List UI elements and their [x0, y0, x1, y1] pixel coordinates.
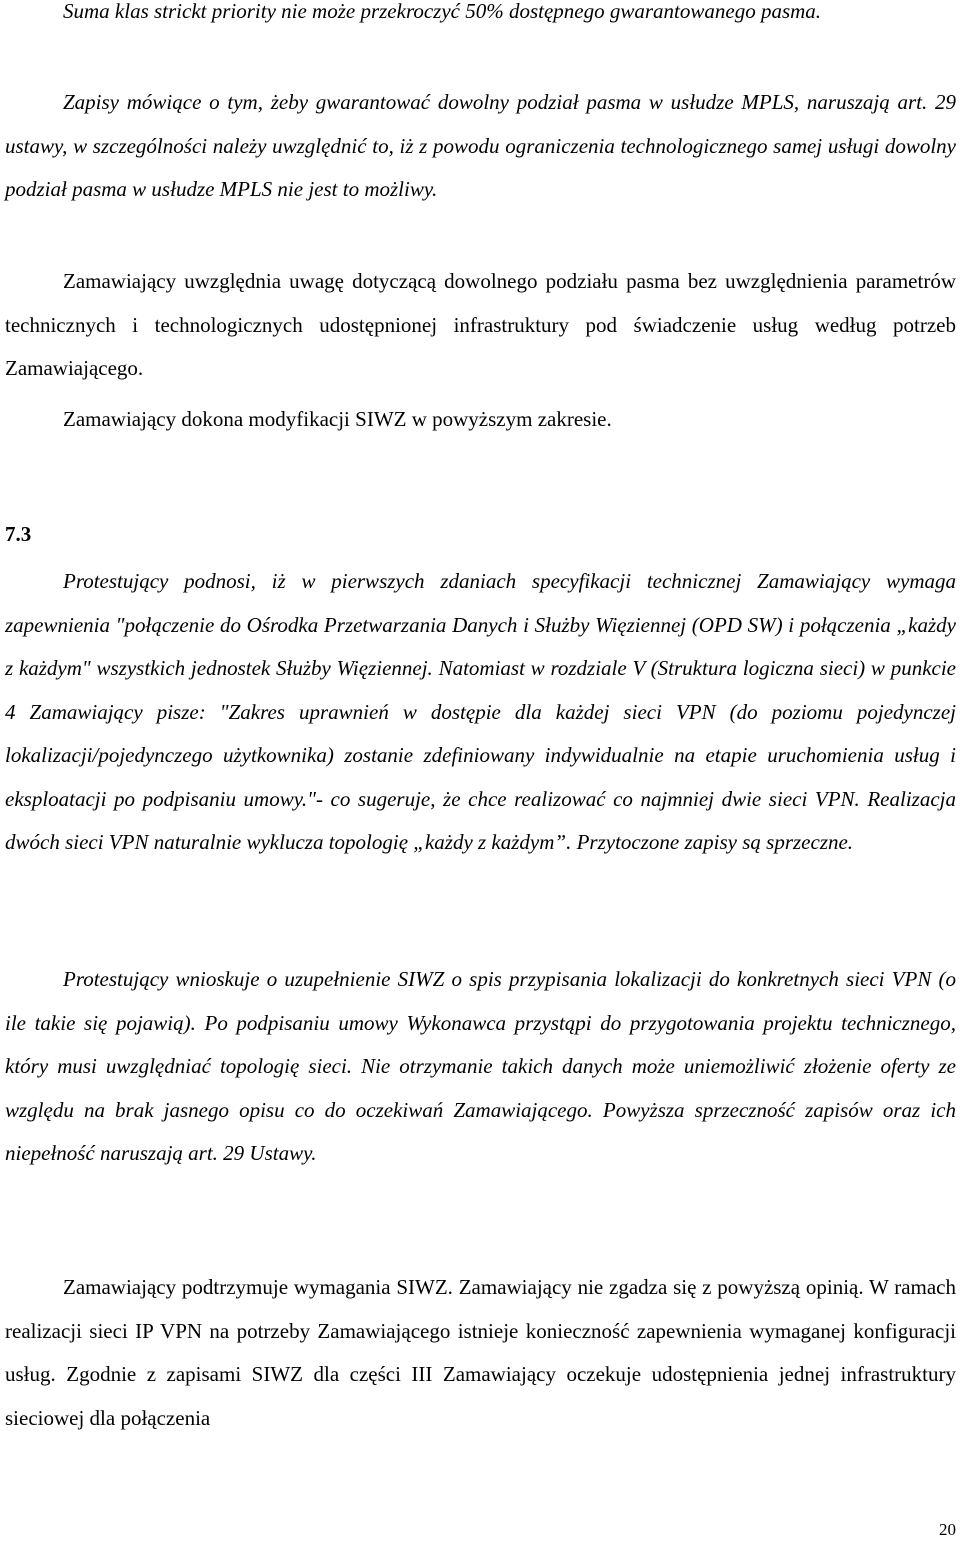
- section-heading: 7.3: [5, 522, 32, 546]
- paragraph-response-vpn: Zamawiający podtrzymuje wymagania SIWZ. Zamawiający nie zgadza się z powyższą opinią. W ramach realizacji sieci IP VPN na potrzeby Zamawiającego istnieje konieczność zapewnienia wymaganej konfiguracji usług. Zgodnie z zapisami SIWZ dla części III Zamawiający oczekuje udostępnienia jednej infrastruktury sieciowej dla połączenia: [5, 1275, 956, 1430]
- page-number: 20: [939, 1520, 956, 1539]
- paragraph-vpn-topology-protest: Protestujący podnosi, iż w pierwszych zdaniach specyfikacji technicznej Zamawiający wymaga zapewnienia "połączenie do Ośrodka Przetwarzania Danych i Służby Więziennej (OPD SW) i połączenia „każdy z każdym" wszystkich jednostek Służby Więziennej. Natomiast w rozdziale V (Struktura logiczna sieci) w punkcie 4 Zamawiający pisze: "Zakres uprawnień w dostępie dla każdej sieci VPN (do poziomu pojedynczej lokalizacji/pojedynczego użytkownika) zostanie zdefiniowany indywidualnie na etapie uruchomienia usług i eksploatacji po podpisaniu umowy."- co sugeruje, że chce realizować co najmniej dwie sieci VPN. Realizacja dwóch sieci VPN naturalnie wyklucza topologię „każdy z każdym”. Przytoczone zapisy są sprzeczne.: [5, 569, 956, 854]
- paragraph-bandwidth-limit: Suma klas strickt priority nie może przekroczyć 50% dostępnego gwarantowanego pasma.: [63, 0, 822, 23]
- paragraph-vpn-request: Protestujący wnioskuje o uzupełnienie SIWZ o spis przypisania lokalizacji do konkretnych sieci VPN (o ile takie się pojawią). Po podpisaniu umowy Wykonawca przystąpi do przygotowania projektu technicznego, który musi uwzględniać topologię sieci. Nie otrzymanie takich danych może uniemożliwić złożenie oferty ze względu na brak jasnego opisu co do oczekiwań Zamawiającego. Powyższa sprzeczność zapisów oraz ich niepełność naruszają art. 29 Ustawy.: [5, 967, 956, 1165]
- paragraph-response-bandwidth: Zamawiający uwzględnia uwagę dotyczącą dowolnego podziału pasma bez uwzględnienia parametrów technicznych i technologicznych udostępnionej infrastruktury pod świadczenie usług według potrzeb Zamawiającego.: [5, 269, 956, 380]
- paragraph-mpls-protest: Zapisy mówiące o tym, żeby gwarantować dowolny podział pasma w usłudze MPLS, naruszają art. 29 ustawy, w szczególności należy uwzględnić to, iż z powodu ograniczenia technologicznego samej usługi dowolny podział pasma w usłudze MPLS nie jest to możliwy.: [5, 90, 956, 201]
- paragraph-modification-note: Zamawiający dokona modyfikacji SIWZ w powyższym zakresie.: [63, 407, 612, 431]
